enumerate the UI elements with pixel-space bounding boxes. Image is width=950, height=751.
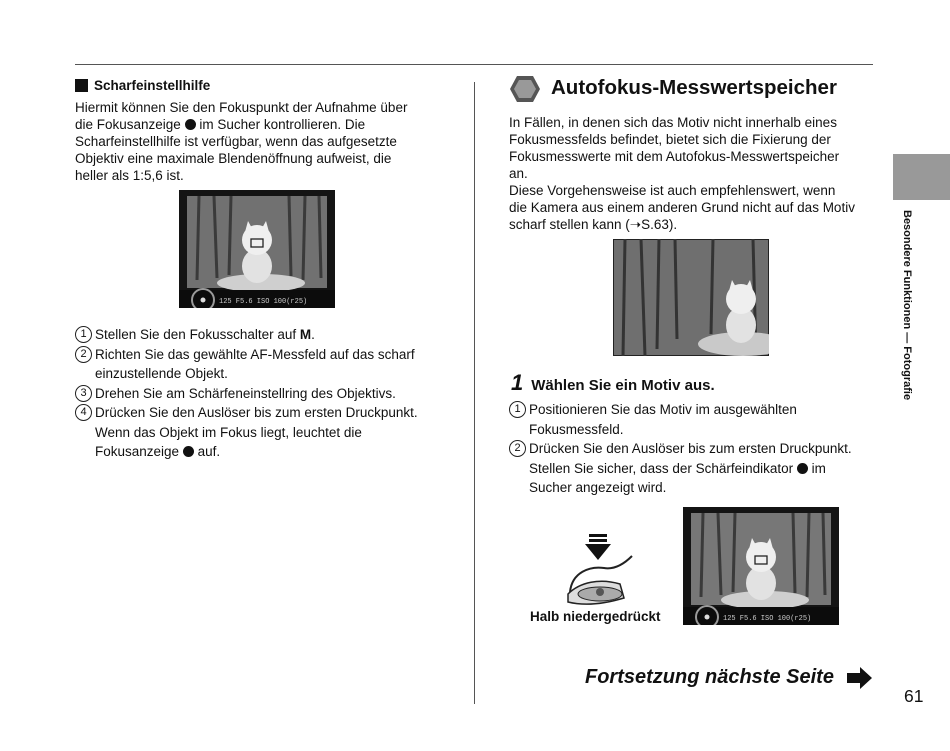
chapter-tab-label: Besondere Funktionen — Fotografie xyxy=(901,210,913,401)
svg-text:125 F5.6 ISO 100(r25): 125 F5.6 ISO 100(r25) xyxy=(723,615,812,623)
focus-indicator-icon xyxy=(185,119,196,130)
left-intro-paragraph: Hiermit können Sie den Fokuspunkt der Aufnahme über die Fokusanzeige im Sucher kontrollieren. Die Scharfeinstellhilfe ist verfügbar, wenn das aufgesetzte Objektiv eine maximale Blendenöffnung aufweist, die heller als 1:5,6 ist. xyxy=(75,100,408,183)
list-item: 1 Positionieren Sie das Motiv im ausgewählten Fokusmessfeld. xyxy=(509,400,881,439)
viewfinder-photo-left xyxy=(179,190,335,308)
list-item: 1 Stellen Sie den Fokusschalter auf M. xyxy=(75,325,465,345)
continue-next-page-text: Fortsetzung nächste Seite xyxy=(585,666,834,688)
section-title: Autofokus-Messwertspeicher xyxy=(551,76,837,99)
page-number: 61 xyxy=(904,686,924,706)
arrow-right-icon xyxy=(847,666,873,695)
chapter-tab xyxy=(893,154,950,200)
scene-photo-right xyxy=(613,239,769,356)
svg-text:125 F5.6 ISO 100(r25): 125 F5.6 ISO 100(r25) xyxy=(219,298,308,306)
step-heading: 1 Wählen Sie ein Motiv aus. xyxy=(511,370,715,395)
viewfinder-photo-right xyxy=(683,507,839,625)
half-press-shutter-icon xyxy=(560,532,640,613)
list-item: 4 Drücken Sie den Auslöser bis zum ersten Druckpunkt. Wenn das Objekt im Fokus liegt, leuchtet die Fokusanzeige auf. xyxy=(75,403,465,462)
list-item: 2 Richten Sie das gewählte AF-Messfeld auf das scharf einzustellende Objekt. xyxy=(75,345,465,384)
list-item: 3 Drehen Sie am Schärfeneinstellring des Objektivs. xyxy=(75,384,465,404)
right-step-list xyxy=(509,400,881,498)
list-item: 2 Drücken Sie den Auslöser bis zum ersten Druckpunkt. Stellen Sie sicher, dass der Schärfeindikator im Sucher angezeigt wird. xyxy=(509,439,881,498)
column-divider xyxy=(474,82,475,704)
left-step-list xyxy=(75,325,465,462)
focus-indicator-icon xyxy=(797,463,808,474)
square-bullet-icon xyxy=(75,79,88,92)
half-press-label: Halb niedergedrückt xyxy=(530,609,661,624)
right-intro-paragraph: In Fällen, in denen sich das Motiv nicht innerhalb eines Fokusmessfelds befindet, bietet sich die Fixierung der Fokusmesswerte mit dem Autofokus-Messwertspeicher an. Diese Vorgehensweise ist auch empfehlenswert, wenn die Kamera aus einem anderen Grund nicht auf das Motiv scharf stellen kann (➝S.63). xyxy=(509,115,855,232)
section-hexagon-icon xyxy=(509,75,541,103)
top-rule xyxy=(75,64,873,65)
focus-indicator-icon xyxy=(183,446,194,457)
subheading-scharfeinstellhilfe: Scharfeinstellhilfe xyxy=(75,78,210,93)
